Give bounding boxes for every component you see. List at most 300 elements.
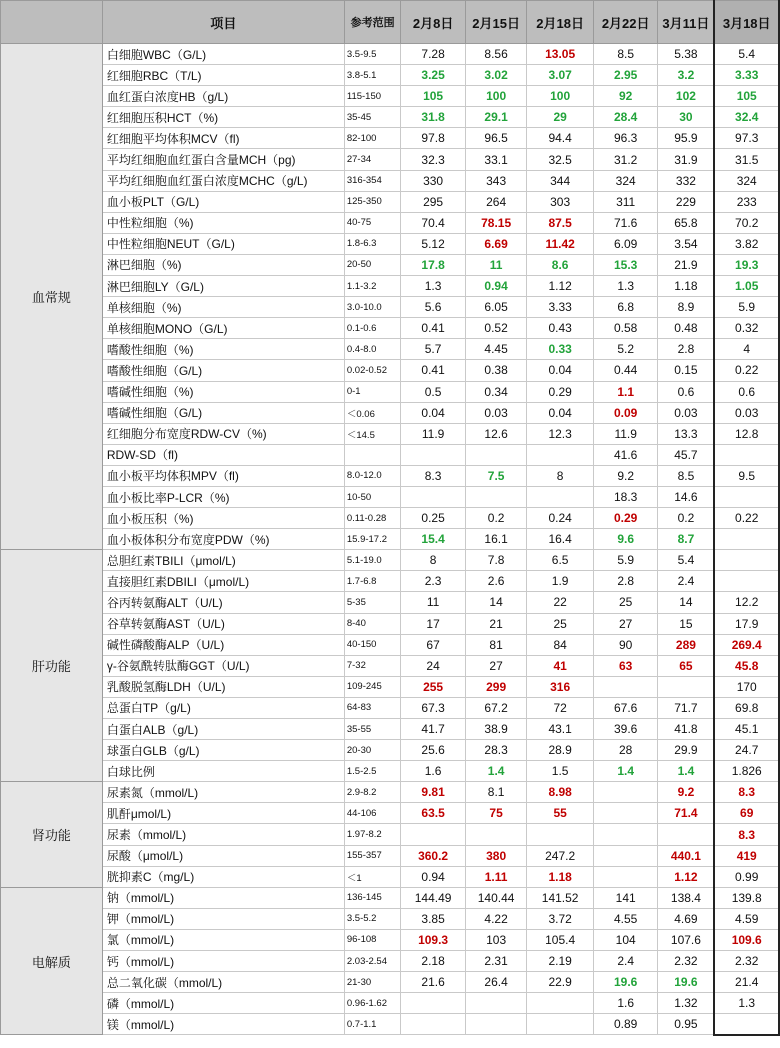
ref-range-cell[interactable]: 8.0-12.0 bbox=[344, 465, 400, 486]
value-cell[interactable] bbox=[465, 486, 527, 507]
value-cell[interactable] bbox=[593, 866, 658, 887]
value-cell-high[interactable]: 87.5 bbox=[527, 212, 594, 233]
value-cell[interactable]: 9.5 bbox=[714, 465, 779, 486]
value-cell[interactable] bbox=[527, 486, 594, 507]
ref-range-cell[interactable]: 5.1-19.0 bbox=[344, 550, 400, 571]
item-name-cell[interactable]: 红细胞RBC（T/L) bbox=[102, 65, 344, 86]
value-cell[interactable]: 4 bbox=[714, 339, 779, 360]
value-cell-low[interactable]: 105 bbox=[401, 86, 466, 107]
value-cell[interactable]: 38.9 bbox=[465, 719, 527, 740]
value-cell[interactable]: 5.38 bbox=[658, 44, 714, 65]
ref-range-cell[interactable]: 0.11-0.28 bbox=[344, 508, 400, 529]
value-cell[interactable]: 0.58 bbox=[593, 318, 658, 339]
value-cell[interactable]: 67 bbox=[401, 634, 466, 655]
value-cell-low[interactable]: 17.8 bbox=[401, 254, 466, 275]
item-name-cell[interactable]: 镁（mmol/L) bbox=[102, 1014, 344, 1035]
item-name-cell[interactable]: 淋巴细胞（%) bbox=[102, 254, 344, 275]
value-cell[interactable]: 324 bbox=[714, 170, 779, 191]
value-cell[interactable]: 11.9 bbox=[401, 423, 466, 444]
value-cell[interactable]: 12.2 bbox=[714, 592, 779, 613]
value-cell-high[interactable]: 269.4 bbox=[714, 634, 779, 655]
value-cell[interactable]: 17 bbox=[401, 613, 466, 634]
value-cell[interactable]: 5.6 bbox=[401, 297, 466, 318]
item-name-cell[interactable]: 单核细胞（%) bbox=[102, 297, 344, 318]
value-cell[interactable]: 15 bbox=[658, 613, 714, 634]
value-cell-high[interactable]: 41 bbox=[527, 655, 594, 676]
ref-range-cell[interactable]: ＜1 bbox=[344, 866, 400, 887]
ref-range-cell[interactable]: 10-50 bbox=[344, 486, 400, 507]
value-cell[interactable]: 7.28 bbox=[401, 44, 466, 65]
value-cell[interactable]: 12.6 bbox=[465, 423, 527, 444]
value-cell[interactable]: 144.49 bbox=[401, 887, 466, 908]
item-name-cell[interactable]: 红细胞分布宽度RDW-CV（%) bbox=[102, 423, 344, 444]
value-cell[interactable]: 17.9 bbox=[714, 613, 779, 634]
value-cell-high[interactable]: 316 bbox=[527, 676, 594, 697]
value-cell[interactable] bbox=[527, 444, 594, 465]
value-cell[interactable]: 8.1 bbox=[465, 782, 527, 803]
value-cell[interactable]: 141.52 bbox=[527, 887, 594, 908]
value-cell[interactable]: 0.89 bbox=[593, 1014, 658, 1035]
value-cell[interactable]: 21.9 bbox=[658, 254, 714, 275]
value-cell[interactable]: 0.41 bbox=[401, 318, 466, 339]
value-cell-low[interactable]: 0.33 bbox=[527, 339, 594, 360]
value-cell-low[interactable]: 9.6 bbox=[593, 529, 658, 550]
item-name-cell[interactable]: 红细胞平均体积MCV（fl) bbox=[102, 128, 344, 149]
value-cell[interactable]: 2.4 bbox=[658, 571, 714, 592]
header-date-1[interactable]: 2月15日 bbox=[465, 1, 527, 44]
value-cell[interactable]: 25.6 bbox=[401, 740, 466, 761]
value-cell[interactable] bbox=[658, 824, 714, 845]
value-cell[interactable]: 69.8 bbox=[714, 697, 779, 718]
header-ref-range[interactable]: 参考范围 bbox=[344, 1, 400, 44]
value-cell-low[interactable]: 1.4 bbox=[465, 761, 527, 782]
item-name-cell[interactable]: 白蛋白ALB（g/L) bbox=[102, 719, 344, 740]
value-cell[interactable]: 0.5 bbox=[401, 381, 466, 402]
value-cell[interactable] bbox=[401, 486, 466, 507]
value-cell[interactable]: 22.9 bbox=[527, 972, 594, 993]
ref-range-cell[interactable]: 155-357 bbox=[344, 845, 400, 866]
value-cell-high[interactable]: 1.12 bbox=[658, 866, 714, 887]
value-cell[interactable]: 32.5 bbox=[527, 149, 594, 170]
value-cell[interactable]: 0.48 bbox=[658, 318, 714, 339]
value-cell-high[interactable]: 1.1 bbox=[593, 381, 658, 402]
value-cell[interactable]: 14.6 bbox=[658, 486, 714, 507]
value-cell[interactable]: 5.12 bbox=[401, 233, 466, 254]
value-cell[interactable]: 7.8 bbox=[465, 550, 527, 571]
value-cell[interactable] bbox=[658, 676, 714, 697]
value-cell[interactable]: 45.7 bbox=[658, 444, 714, 465]
ref-range-cell[interactable]: 1.5-2.5 bbox=[344, 761, 400, 782]
value-cell[interactable] bbox=[593, 845, 658, 866]
item-name-cell[interactable]: 钠（mmol/L) bbox=[102, 887, 344, 908]
value-cell-high[interactable]: 380 bbox=[465, 845, 527, 866]
value-cell-low[interactable]: 31.8 bbox=[401, 107, 466, 128]
value-cell[interactable]: 95.9 bbox=[658, 128, 714, 149]
value-cell-low[interactable]: 1.4 bbox=[658, 761, 714, 782]
item-name-cell[interactable]: 红细胞压积HCT（%) bbox=[102, 107, 344, 128]
value-cell[interactable]: 39.6 bbox=[593, 719, 658, 740]
value-cell[interactable]: 324 bbox=[593, 170, 658, 191]
value-cell-low[interactable]: 30 bbox=[658, 107, 714, 128]
ref-range-cell[interactable]: 109-245 bbox=[344, 676, 400, 697]
item-name-cell[interactable]: 嗜碱性细胞（G/L) bbox=[102, 402, 344, 423]
value-cell[interactable]: 1.5 bbox=[527, 761, 594, 782]
value-cell-high[interactable]: 63.5 bbox=[401, 803, 466, 824]
value-cell[interactable]: 71.7 bbox=[658, 697, 714, 718]
value-cell[interactable]: 105.4 bbox=[527, 929, 594, 950]
value-cell[interactable]: 343 bbox=[465, 170, 527, 191]
header-date-3[interactable]: 2月22日 bbox=[593, 1, 658, 44]
value-cell-low[interactable]: 100 bbox=[527, 86, 594, 107]
value-cell[interactable]: 4.55 bbox=[593, 908, 658, 929]
value-cell-high[interactable]: 0.29 bbox=[593, 508, 658, 529]
value-cell[interactable]: 0.04 bbox=[527, 360, 594, 381]
value-cell[interactable]: 5.9 bbox=[593, 550, 658, 571]
ref-range-cell[interactable]: 0.96-1.62 bbox=[344, 993, 400, 1014]
value-cell[interactable]: 0.22 bbox=[714, 508, 779, 529]
value-cell[interactable]: 0.6 bbox=[714, 381, 779, 402]
value-cell[interactable]: 5.7 bbox=[401, 339, 466, 360]
value-cell[interactable]: 0.04 bbox=[401, 402, 466, 423]
value-cell[interactable]: 311 bbox=[593, 191, 658, 212]
value-cell[interactable]: 2.19 bbox=[527, 951, 594, 972]
ref-range-cell[interactable]: 20-30 bbox=[344, 740, 400, 761]
value-cell[interactable]: 22 bbox=[527, 592, 594, 613]
item-name-cell[interactable]: 平均红细胞血红蛋白浓度MCHC（g/L) bbox=[102, 170, 344, 191]
value-cell-low[interactable]: 3.02 bbox=[465, 65, 527, 86]
value-cell-high[interactable]: 75 bbox=[465, 803, 527, 824]
ref-range-cell[interactable]: 20-50 bbox=[344, 254, 400, 275]
value-cell[interactable]: 3.82 bbox=[714, 233, 779, 254]
value-cell[interactable] bbox=[527, 993, 594, 1014]
item-name-cell[interactable]: 血小板压积（%) bbox=[102, 508, 344, 529]
value-cell-high[interactable]: 109.3 bbox=[401, 929, 466, 950]
value-cell[interactable]: 16.1 bbox=[465, 529, 527, 550]
value-cell[interactable]: 0.03 bbox=[658, 402, 714, 423]
ref-range-cell[interactable]: 44-106 bbox=[344, 803, 400, 824]
item-name-cell[interactable]: 平均红细胞血红蛋白含量MCH（pg) bbox=[102, 149, 344, 170]
value-cell[interactable]: 45.1 bbox=[714, 719, 779, 740]
value-cell[interactable]: 140.44 bbox=[465, 887, 527, 908]
value-cell[interactable]: 2.8 bbox=[658, 339, 714, 360]
value-cell[interactable]: 3.72 bbox=[527, 908, 594, 929]
ref-range-cell[interactable]: 21-30 bbox=[344, 972, 400, 993]
value-cell-high[interactable]: 13.05 bbox=[527, 44, 594, 65]
value-cell[interactable] bbox=[465, 993, 527, 1014]
category-cell[interactable]: 肝功能 bbox=[1, 550, 103, 782]
ref-range-cell[interactable]: 2.9-8.2 bbox=[344, 782, 400, 803]
value-cell[interactable]: 141 bbox=[593, 887, 658, 908]
value-cell-low[interactable]: 3.07 bbox=[527, 65, 594, 86]
item-name-cell[interactable]: γ-谷氨酰转肽酶GGT（U/L) bbox=[102, 655, 344, 676]
value-cell[interactable]: 21 bbox=[465, 613, 527, 634]
item-name-cell[interactable]: 谷草转氨酶AST（U/L) bbox=[102, 613, 344, 634]
item-name-cell[interactable]: 尿酸（μmol/L) bbox=[102, 845, 344, 866]
value-cell[interactable] bbox=[593, 676, 658, 697]
value-cell[interactable]: 1.3 bbox=[401, 276, 466, 297]
value-cell[interactable] bbox=[527, 824, 594, 845]
ref-range-cell[interactable]: 7-32 bbox=[344, 655, 400, 676]
value-cell[interactable]: 97.3 bbox=[714, 128, 779, 149]
value-cell[interactable]: 81 bbox=[465, 634, 527, 655]
ref-range-cell[interactable]: 0.7-1.1 bbox=[344, 1014, 400, 1035]
value-cell-low[interactable]: 1.4 bbox=[593, 761, 658, 782]
ref-range-cell[interactable]: 27-34 bbox=[344, 149, 400, 170]
value-cell[interactable]: 26.4 bbox=[465, 972, 527, 993]
value-cell-low[interactable]: 19.6 bbox=[593, 972, 658, 993]
value-cell[interactable]: 0.6 bbox=[658, 381, 714, 402]
value-cell[interactable]: 1.6 bbox=[401, 761, 466, 782]
value-cell[interactable]: 170 bbox=[714, 676, 779, 697]
item-name-cell[interactable]: 淋巴细胞LY（G/L) bbox=[102, 276, 344, 297]
value-cell-low[interactable]: 2.95 bbox=[593, 65, 658, 86]
value-cell[interactable]: 11 bbox=[401, 592, 466, 613]
value-cell-low[interactable]: 1.05 bbox=[714, 276, 779, 297]
value-cell[interactable]: 12.8 bbox=[714, 423, 779, 444]
value-cell[interactable]: 6.05 bbox=[465, 297, 527, 318]
ref-range-cell[interactable]: ＜0.06 bbox=[344, 402, 400, 423]
value-cell[interactable]: 303 bbox=[527, 191, 594, 212]
value-cell-low[interactable]: 3.2 bbox=[658, 65, 714, 86]
value-cell[interactable] bbox=[593, 782, 658, 803]
value-cell-high[interactable]: 1.18 bbox=[527, 866, 594, 887]
value-cell-low[interactable]: 105 bbox=[714, 86, 779, 107]
value-cell-low[interactable]: 102 bbox=[658, 86, 714, 107]
value-cell[interactable]: 6.5 bbox=[527, 550, 594, 571]
ref-range-cell[interactable]: 136-145 bbox=[344, 887, 400, 908]
ref-range-cell[interactable]: 125-350 bbox=[344, 191, 400, 212]
item-name-cell[interactable]: 直接胆红素DBILI（μmol/L) bbox=[102, 571, 344, 592]
item-name-cell[interactable]: 中性粒细胞（%) bbox=[102, 212, 344, 233]
ref-range-cell[interactable]: 316-354 bbox=[344, 170, 400, 191]
value-cell[interactable]: 27 bbox=[465, 655, 527, 676]
ref-range-cell[interactable]: 115-150 bbox=[344, 86, 400, 107]
value-cell[interactable]: 4.22 bbox=[465, 908, 527, 929]
ref-range-cell[interactable]: 8-40 bbox=[344, 613, 400, 634]
value-cell[interactable]: 6.09 bbox=[593, 233, 658, 254]
value-cell-low[interactable]: 32.4 bbox=[714, 107, 779, 128]
item-name-cell[interactable]: RDW-SD（fl) bbox=[102, 444, 344, 465]
value-cell[interactable]: 8.5 bbox=[593, 44, 658, 65]
value-cell-low[interactable]: 15.4 bbox=[401, 529, 466, 550]
value-cell-low[interactable]: 11 bbox=[465, 254, 527, 275]
ref-range-cell[interactable]: 40-75 bbox=[344, 212, 400, 233]
value-cell-low[interactable]: 92 bbox=[593, 86, 658, 107]
value-cell[interactable]: 41.6 bbox=[593, 444, 658, 465]
value-cell-low[interactable]: 3.33 bbox=[714, 65, 779, 86]
value-cell-high[interactable]: 419 bbox=[714, 845, 779, 866]
value-cell-high[interactable]: 65 bbox=[658, 655, 714, 676]
ref-range-cell[interactable]: 64-83 bbox=[344, 697, 400, 718]
value-cell[interactable]: 14 bbox=[658, 592, 714, 613]
ref-range-cell[interactable]: 1.8-6.3 bbox=[344, 233, 400, 254]
value-cell[interactable]: 332 bbox=[658, 170, 714, 191]
item-name-cell[interactable]: 球蛋白GLB（g/L) bbox=[102, 740, 344, 761]
value-cell[interactable]: 1.6 bbox=[593, 993, 658, 1014]
ref-range-cell[interactable]: 82-100 bbox=[344, 128, 400, 149]
value-cell[interactable]: 11.9 bbox=[593, 423, 658, 444]
item-name-cell[interactable]: 血小板比率P-LCR（%) bbox=[102, 486, 344, 507]
ref-range-cell[interactable]: 0.02-0.52 bbox=[344, 360, 400, 381]
value-cell[interactable]: 84 bbox=[527, 634, 594, 655]
item-name-cell[interactable]: 嗜酸性细胞（G/L) bbox=[102, 360, 344, 381]
value-cell[interactable]: 0.25 bbox=[401, 508, 466, 529]
value-cell[interactable]: 295 bbox=[401, 191, 466, 212]
ref-range-cell[interactable]: ＜14.5 bbox=[344, 423, 400, 444]
ref-range-cell[interactable]: 35-45 bbox=[344, 107, 400, 128]
value-cell[interactable]: 264 bbox=[465, 191, 527, 212]
ref-range-cell[interactable]: 40-150 bbox=[344, 634, 400, 655]
value-cell[interactable]: 0.03 bbox=[714, 402, 779, 423]
value-cell-low[interactable]: 100 bbox=[465, 86, 527, 107]
value-cell[interactable]: 65.8 bbox=[658, 212, 714, 233]
value-cell[interactable]: 2.3 bbox=[401, 571, 466, 592]
value-cell-high[interactable]: 55 bbox=[527, 803, 594, 824]
value-cell[interactable]: 25 bbox=[527, 613, 594, 634]
value-cell[interactable]: 0.15 bbox=[658, 360, 714, 381]
value-cell-high[interactable]: 8.3 bbox=[714, 824, 779, 845]
value-cell[interactable] bbox=[714, 529, 779, 550]
item-name-cell[interactable]: 胱抑素C（mg/L) bbox=[102, 866, 344, 887]
value-cell[interactable]: 107.6 bbox=[658, 929, 714, 950]
item-name-cell[interactable]: 中性粒细胞NEUT（G/L) bbox=[102, 233, 344, 254]
item-name-cell[interactable]: 尿素氮（mmol/L) bbox=[102, 782, 344, 803]
value-cell[interactable]: 90 bbox=[593, 634, 658, 655]
ref-range-cell[interactable]: 1.1-3.2 bbox=[344, 276, 400, 297]
category-cell[interactable]: 血常规 bbox=[1, 44, 103, 550]
value-cell[interactable] bbox=[714, 550, 779, 571]
value-cell-high[interactable]: 299 bbox=[465, 676, 527, 697]
value-cell[interactable]: 41.8 bbox=[658, 719, 714, 740]
value-cell-high[interactable]: 71.4 bbox=[658, 803, 714, 824]
value-cell-high[interactable]: 63 bbox=[593, 655, 658, 676]
value-cell-high[interactable]: 78.15 bbox=[465, 212, 527, 233]
value-cell[interactable]: 29.9 bbox=[658, 740, 714, 761]
ref-range-cell[interactable]: 3.5-9.5 bbox=[344, 44, 400, 65]
header-date-2[interactable]: 2月18日 bbox=[527, 1, 594, 44]
value-cell-high[interactable]: 8.98 bbox=[527, 782, 594, 803]
value-cell[interactable]: 5.2 bbox=[593, 339, 658, 360]
value-cell[interactable] bbox=[714, 444, 779, 465]
value-cell-high[interactable]: 45.8 bbox=[714, 655, 779, 676]
value-cell-high[interactable]: 255 bbox=[401, 676, 466, 697]
value-cell[interactable]: 0.2 bbox=[465, 508, 527, 529]
value-cell-low[interactable]: 28.4 bbox=[593, 107, 658, 128]
ref-range-cell[interactable]: 5-35 bbox=[344, 592, 400, 613]
value-cell[interactable]: 5.4 bbox=[714, 44, 779, 65]
value-cell[interactable]: 8.9 bbox=[658, 297, 714, 318]
value-cell-low[interactable]: 29 bbox=[527, 107, 594, 128]
value-cell[interactable]: 25 bbox=[593, 592, 658, 613]
value-cell-high[interactable]: 440.1 bbox=[658, 845, 714, 866]
value-cell[interactable]: 0.43 bbox=[527, 318, 594, 339]
item-name-cell[interactable]: 白细胞WBC（G/L) bbox=[102, 44, 344, 65]
item-name-cell[interactable]: 磷（mmol/L) bbox=[102, 993, 344, 1014]
value-cell[interactable] bbox=[714, 571, 779, 592]
item-name-cell[interactable]: 碱性磷酸酶ALP（U/L) bbox=[102, 634, 344, 655]
item-name-cell[interactable]: 白球比例 bbox=[102, 761, 344, 782]
value-cell[interactable]: 96.5 bbox=[465, 128, 527, 149]
value-cell[interactable]: 33.1 bbox=[465, 149, 527, 170]
value-cell[interactable] bbox=[401, 444, 466, 465]
value-cell[interactable]: 1.826 bbox=[714, 761, 779, 782]
category-cell[interactable]: 电解质 bbox=[1, 887, 103, 1035]
ref-range-cell[interactable]: 96-108 bbox=[344, 929, 400, 950]
value-cell[interactable]: 14 bbox=[465, 592, 527, 613]
value-cell[interactable]: 2.4 bbox=[593, 951, 658, 972]
value-cell-high[interactable]: 69 bbox=[714, 803, 779, 824]
value-cell-high[interactable]: 11.42 bbox=[527, 233, 594, 254]
item-name-cell[interactable]: 血小板PLT（G/L) bbox=[102, 191, 344, 212]
value-cell[interactable]: 96.3 bbox=[593, 128, 658, 149]
item-name-cell[interactable]: 肌酐μmol/L) bbox=[102, 803, 344, 824]
item-name-cell[interactable]: 血红蛋白浓度HB（g/L) bbox=[102, 86, 344, 107]
value-cell-high[interactable]: 6.69 bbox=[465, 233, 527, 254]
value-cell[interactable]: 103 bbox=[465, 929, 527, 950]
value-cell[interactable]: 24.7 bbox=[714, 740, 779, 761]
value-cell[interactable]: 27 bbox=[593, 613, 658, 634]
value-cell[interactable]: 24 bbox=[401, 655, 466, 676]
value-cell[interactable] bbox=[714, 1014, 779, 1035]
value-cell[interactable]: 2.31 bbox=[465, 951, 527, 972]
value-cell-low[interactable]: 7.5 bbox=[465, 465, 527, 486]
value-cell[interactable] bbox=[465, 1014, 527, 1035]
ref-range-cell[interactable]: 15.9-17.2 bbox=[344, 529, 400, 550]
ref-range-cell[interactable]: 3.0-10.0 bbox=[344, 297, 400, 318]
value-cell[interactable]: 21.4 bbox=[714, 972, 779, 993]
ref-range-cell[interactable]: 3.5-5.2 bbox=[344, 908, 400, 929]
value-cell[interactable]: 3.85 bbox=[401, 908, 466, 929]
value-cell[interactable]: 330 bbox=[401, 170, 466, 191]
value-cell[interactable] bbox=[593, 803, 658, 824]
ref-range-cell[interactable]: 0.4-8.0 bbox=[344, 339, 400, 360]
value-cell-high[interactable]: 289 bbox=[658, 634, 714, 655]
value-cell[interactable]: 5.9 bbox=[714, 297, 779, 318]
value-cell[interactable]: 138.4 bbox=[658, 887, 714, 908]
value-cell-low[interactable]: 3.25 bbox=[401, 65, 466, 86]
value-cell[interactable]: 104 bbox=[593, 929, 658, 950]
value-cell[interactable]: 28.3 bbox=[465, 740, 527, 761]
header-date-4[interactable]: 3月11日 bbox=[658, 1, 714, 44]
value-cell-high[interactable]: 9.81 bbox=[401, 782, 466, 803]
value-cell[interactable]: 1.32 bbox=[658, 993, 714, 1014]
value-cell[interactable]: 12.3 bbox=[527, 423, 594, 444]
value-cell[interactable]: 8.56 bbox=[465, 44, 527, 65]
value-cell[interactable] bbox=[401, 824, 466, 845]
value-cell-low[interactable]: 19.6 bbox=[658, 972, 714, 993]
value-cell-low[interactable]: 8.7 bbox=[658, 529, 714, 550]
value-cell-low[interactable]: 0.94 bbox=[465, 276, 527, 297]
ref-range-cell[interactable]: 1.7-6.8 bbox=[344, 571, 400, 592]
item-name-cell[interactable]: 钾（mmol/L) bbox=[102, 908, 344, 929]
ref-range-cell[interactable]: 3.8-5.1 bbox=[344, 65, 400, 86]
value-cell[interactable]: 94.4 bbox=[527, 128, 594, 149]
item-name-cell[interactable]: 钙（mmol/L) bbox=[102, 951, 344, 972]
value-cell[interactable]: 28 bbox=[593, 740, 658, 761]
ref-range-cell[interactable]: 0-1 bbox=[344, 381, 400, 402]
value-cell[interactable]: 2.32 bbox=[714, 951, 779, 972]
header-date-5[interactable]: 3月18日 bbox=[714, 1, 779, 44]
value-cell[interactable] bbox=[401, 993, 466, 1014]
value-cell[interactable]: 2.8 bbox=[593, 571, 658, 592]
value-cell[interactable]: 0.34 bbox=[465, 381, 527, 402]
value-cell[interactable]: 3.33 bbox=[527, 297, 594, 318]
value-cell[interactable]: 1.12 bbox=[527, 276, 594, 297]
value-cell[interactable]: 31.5 bbox=[714, 149, 779, 170]
value-cell[interactable]: 1.18 bbox=[658, 276, 714, 297]
value-cell[interactable]: 13.3 bbox=[658, 423, 714, 444]
value-cell[interactable]: 139.8 bbox=[714, 887, 779, 908]
